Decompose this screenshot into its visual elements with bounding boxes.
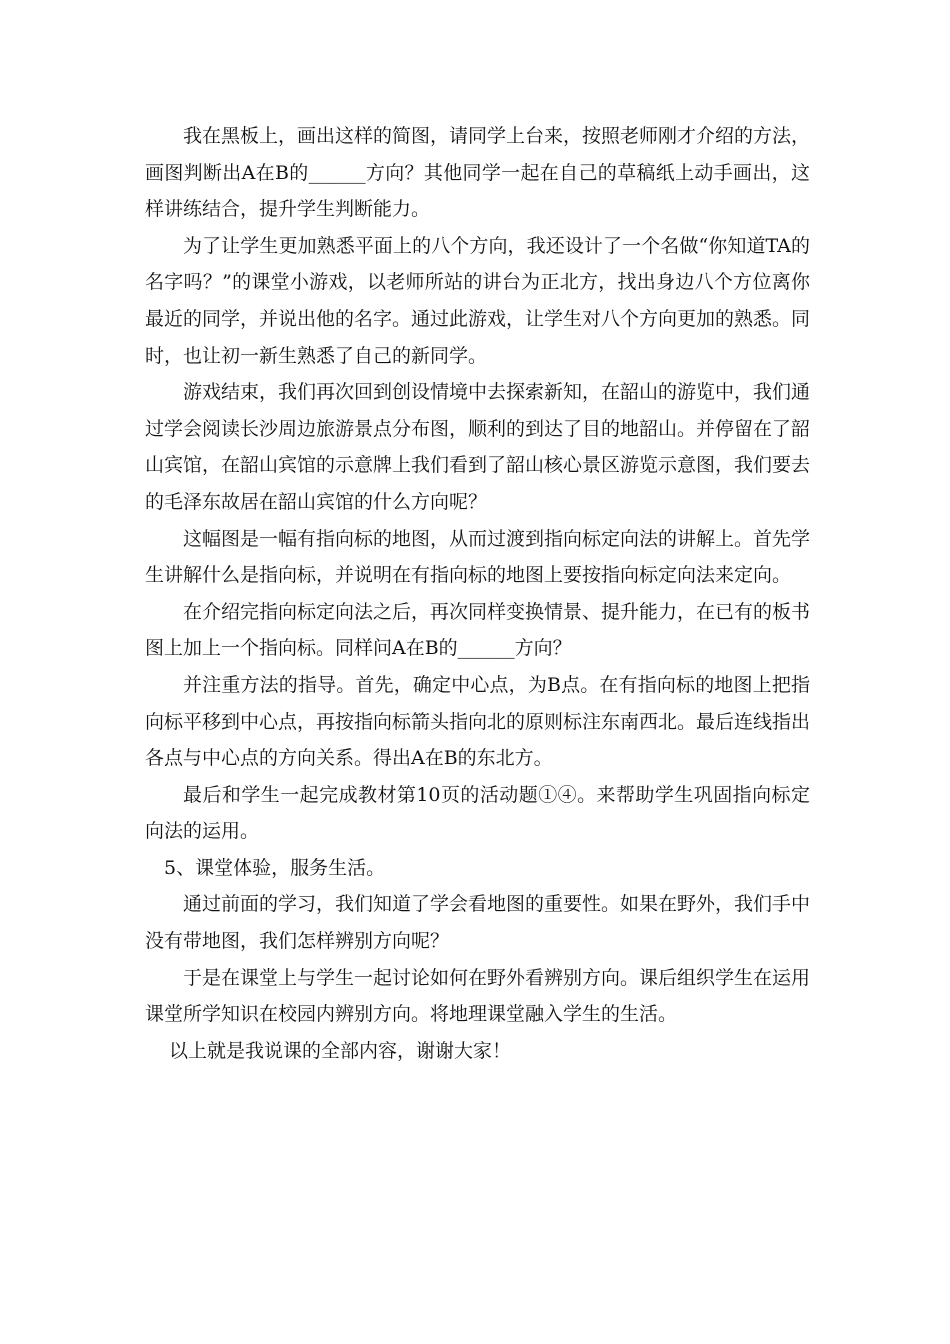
paragraph-drawing-exercise: 我在黑板上，画出这样的简图，请同学上台来，按照老师刚才介绍的方法，画图判断出A在B的______方向？其他同学一起在自己的草稿纸上动手画出，这样讲练结合，提升学生判断能力。	[145, 125, 811, 221]
closing-remark: 以上就是我说课的全部内容，谢谢大家！	[169, 1039, 512, 1062]
document-body	[145, 118, 810, 1069]
paragraph-method-guidance: 并注重方法的指导。首先，确定中心点，为B点。在有指向标的地图上把指向标平移到中心点，再按指向标箭头指向北的原则标注东南西北。最后连线指出各点与中心点的方向关系。得出A在B的东北方。	[145, 673, 811, 770]
paragraph-shaoshan-tour: 游戏结束，我们再次回到创设情境中去探索新知，在韶山的游览中，我们通过学会阅读长沙周边旅游景点分布图，顺利的到达了目的地韶山。并停留在了韶山宾馆，在韶山宾馆的示意牌上我们看到了韶山核心景区游览示意图，我们要去的毛泽东故居在韶山宾馆的什么方向呢？	[145, 381, 811, 513]
paragraph-compass-exercise: 在介绍完指向标定向法之后，再次同样变换情景、提升能力，在已有的板书图上加上一个指向标。同样问A在B的______方向？	[145, 600, 811, 660]
paragraph-textbook-activity: 最后和学生一起完成教材第10页的活动题①④。来帮助学生巩固指向标定向法的运用。	[145, 783, 810, 843]
paragraph-compass-map: 这幅图是一幅有指向标的地图，从而过渡到指向标定向法的讲解上。首先学生讲解什么是指向标，并说明在有指向标的地图上要按指向标定向法来定向。	[145, 527, 811, 587]
paragraph-direction-game: 为了让学生更加熟悉平面上的八个方向，我还设计了一个名做“你知道TA的名字吗？”的课堂小游戏，以老师所站的讲台为正北方，找出身边八个方位离你最近的同学，并说出他的名字。通过此游戏，让学生对八个方向更加的熟悉。同时，也让初一新生熟悉了自己的新同学。	[145, 234, 811, 367]
paragraph-field-practice: 于是在课堂上与学生一起讨论如何在野外看辨别方向。课后组织学生在运用课堂所学知识在校园内辨别方向。将地理课堂融入学生的生活。	[145, 966, 811, 1026]
section-heading: 5、课堂体验，服务生活。	[164, 856, 386, 879]
paragraph-field-question: 通过前面的学习，我们知道了学会看地图的重要性。如果在野外，我们手中没有带地图，我们怎样辨别方向呢？	[145, 893, 811, 953]
